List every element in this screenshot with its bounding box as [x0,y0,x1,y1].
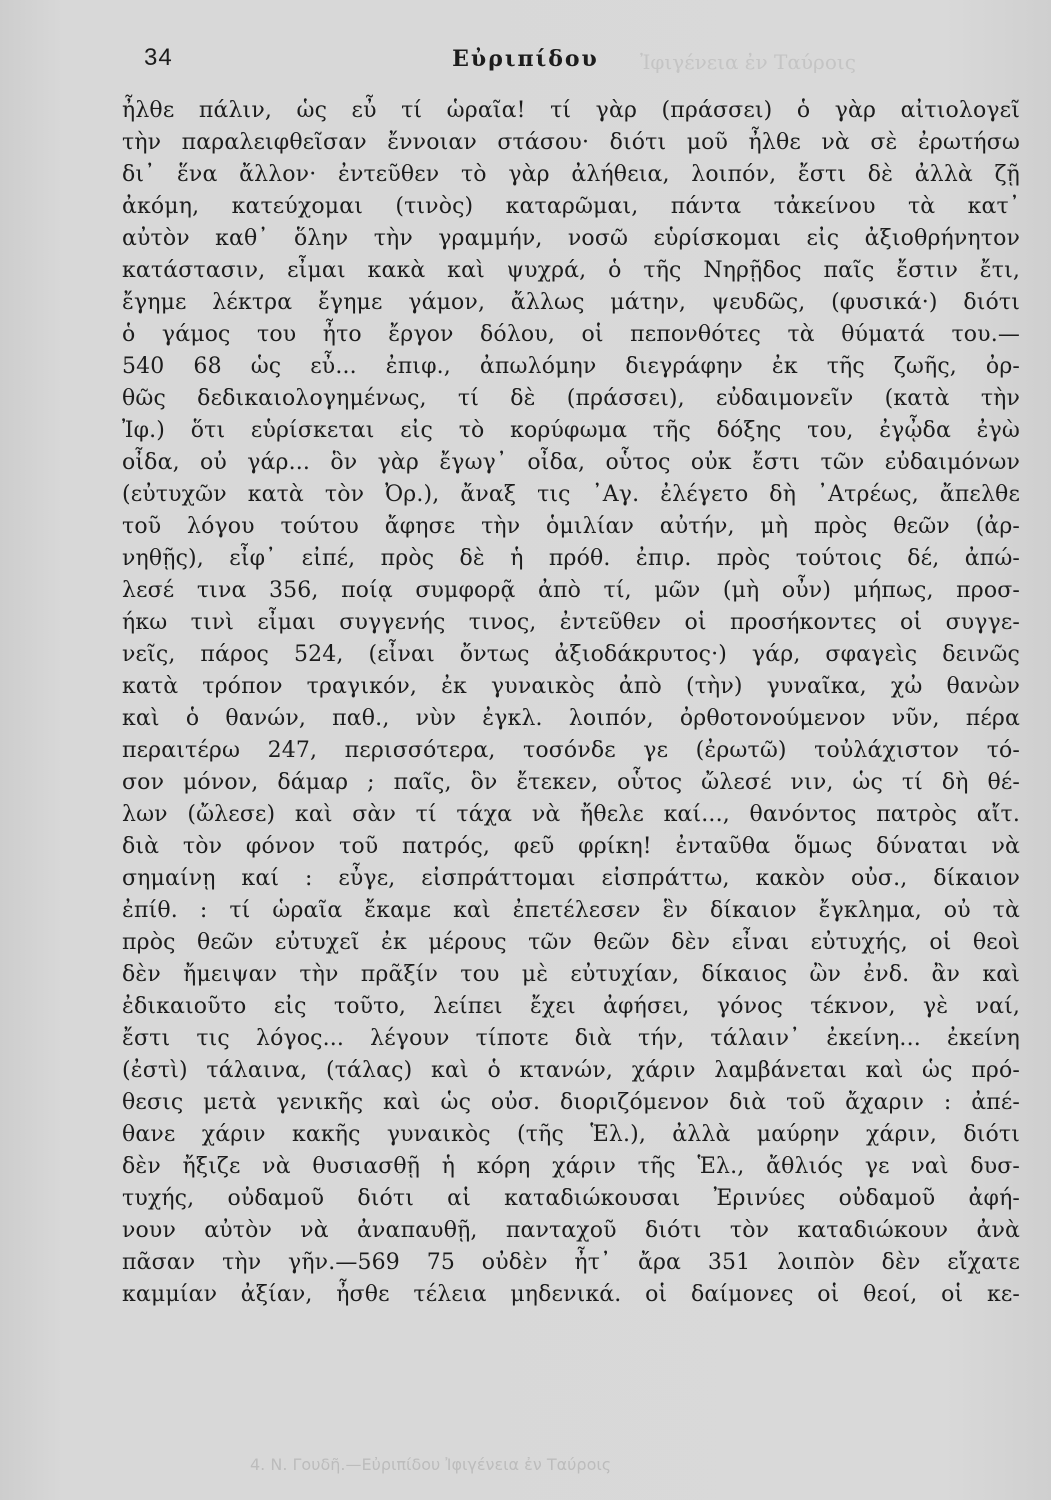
text-line: (εὐτυχῶν κατὰ τὸν Ὀρ.), ἄναξ τις ᾿Αγ. ἐλέγετο δὴ ᾿Ατρέως, ἄπελθε [122,482,1020,507]
text-line: νεῖς, πάρος 524, (εἶναι ὄντως ἀξιοδάκρυτος·) γάρ, σφαγεὶς δεινῶς [122,642,1020,667]
text-line: θεσις μετὰ γενικῆς καὶ ὡς οὐσ. διοριζόμενον διὰ τοῦ ἄχαριν : ἀπέ- [122,1090,1020,1115]
bleed-through-footer: 4. Ν. Γουδῆ.—Εὐριπίδου Ἰφιγένεια ἐν Ταύροις [250,1455,612,1474]
text-line: πρὸς θεῶν εὐτυχεῖ ἐκ μέρους τῶν θεῶν δὲν εἶναι εὐτυχής, οἱ θεοὶ [122,930,1020,955]
page-number: 34 [144,44,173,71]
text-line: δὲν ἤμειψαν τὴν πρᾶξίν του μὲ εὐτυχίαν, δίκαιος ὢν ἐνδ. ἂν καὶ [122,962,1020,987]
text-line: 540 68 ὡς εὖ... ἐπιφ., ἀπωλόμην διεγράφην ἐκ τῆς ζωῆς, ὀρ- [122,354,1020,379]
text-line: λεσέ τινα 356, ποίᾳ συμφορᾷ ἀπὸ τί, μῶν (μὴ οὖν) μήπως, προσ- [122,578,1020,603]
text-line: αὐτὸν καθ᾽ ὅλην τὴν γραμμήν, νοσῶ εὑρίσκομαι εἰς ἀξιοθρήνητον [122,226,1020,251]
text-line: καὶ ὁ θανών, παθ., νὺν ἐγκλ. λοιπόν, ὀρθοτονούμενον νῦν, πέρα [122,706,1020,731]
text-line: νηθῇς), εἶφ᾽ εἰπέ, πρὸς δὲ ἡ πρόθ. ἐπιρ. πρὸς τούτοις δέ, ἀπώ- [122,546,1020,571]
text-line: ήκω τινὶ εἶμαι συγγενής τινος, ἐντεῦθεν οἱ προσήκοντες οἱ συγγε- [122,610,1020,635]
text-line: ἔστι τις λόγος... λέγουν τίποτε διὰ τήν, τάλαιν᾽ ἐκείνη... ἐκείνη [122,1026,1020,1051]
text-line: τοῦ λόγου τούτου ἄφησε τὴν ὁμιλίαν αὐτήν, μὴ πρὸς θεῶν (ἀρ- [122,514,1020,539]
text-line: θῶς δεδικαιολογημένως, τί δὲ (πράσσει), εὐδαιμονεῖν (κατὰ τὴν [122,386,1020,411]
text-line: κατὰ τρόπον τραγικόν, ἐκ γυναικὸς ἀπὸ (τὴν) γυναῖκα, χὠ θανὼν [122,674,1020,699]
text-line: ἀκόμη, κατεύχομαι (τινὸς) καταρῶμαι, πάντα τἀκείνου τὰ κατ᾽ [122,194,1020,219]
text-line: ἐδικαιοῦτο εἰς τοῦτο, λείπει ἔχει ἀφήσει, γόνος τέκνον, γὲ ναί, [122,994,1020,1019]
text-line: ἐπίθ. : τί ὡραῖα ἔκαμε καὶ ἐπετέλεσεν ἓν δίκαιον ἔγκλημα, οὐ τὰ [122,898,1020,923]
text-line: θανε χάριν κακῆς γυναικὸς (τῆς Ἑλ.), ἀλλὰ μαύρην χάριν, διότι [122,1122,1020,1147]
text-line: ἦλθε πάλιν, ὡς εὖ τί ὡραῖα! τί γὰρ (πράσσει) ὁ γὰρ αἰτιολογεῖ [122,98,1020,123]
text-line: (ἐστὶ) τάλαινα, (τάλας) καὶ ὁ κτανών, χάριν λαμβάνεται καὶ ὡς πρό- [122,1058,1020,1083]
text-line: τὴν παραλειφθεῖσαν ἔννοιαν στάσου· διότι μοῦ ἦλθε νὰ σὲ ἐρωτήσω [122,130,1020,155]
text-line: λων (ὤλεσε) καὶ σὰν τί τάχα νὰ ἤθελε καί..., θανόντος πατρὸς αἴτ. [122,802,1020,827]
text-line: κατάστασιν, εἶμαι κακὰ καὶ ψυχρά, ὁ τῆς Νηρῇδος παῖς ἔστιν ἔτι, [122,258,1020,283]
text-line: οἶδα, οὐ γάρ... ὃν γὰρ ἔγωγ᾽ οἶδα, οὗτος οὐκ ἔστι τῶν εὐδαιμόνων [122,450,1020,475]
text-line: ἔγημε λέκτρα ἔγημε γάμον, ἄλλως μάτην, ψευδῶς, (φυσικά·) διότι [122,290,1020,315]
page-header [0,44,1051,78]
text-line: νουν αὐτὸν νὰ ἀναπαυθῇ, πανταχοῦ διότι τὸν καταδιώκουν ἀνὰ [122,1218,1020,1243]
text-line: περαιτέρω 247, περισσότερα, τοσόνδε γε (ἐρωτῶ) τοὐλάχιστον τό- [122,738,1020,763]
text-line: σον μόνον, δάμαρ ; παῖς, ὃν ἔτεκεν, οὗτος ὤλεσέ νιν, ὡς τί δὴ θέ- [122,770,1020,795]
text-line: δὲν ἤξιζε νὰ θυσιασθῇ ἡ κόρη χάριν τῆς Ἑλ., ἄθλιός γε ναὶ δυσ- [122,1154,1020,1179]
text-line: ὁ γάμος του ἦτο ἔργον δόλου, οἱ πεπονθότες τὰ θύματά του.— [122,322,1020,347]
text-line: καμμίαν ἀξίαν, ἦσθε τέλεια μηδενικά. οἱ δαίμονες οἱ θεοί, οἱ κε- [122,1282,1020,1307]
commentary-text [122,95,1020,1311]
text-line: πᾶσαν τὴν γῆν.—569 75 οὐδὲν ἦτ᾽ ἄρα 351 λοιπὸν δὲν εἴχατε [122,1250,1020,1275]
running-title: Εὐριπίδου [452,46,599,72]
text-line: σημαίνῃ καί : εὖγε, εἰσπράττομαι εἰσπράττω, κακὸν οὐσ., δίκαιον [122,866,1020,891]
text-line: Ἰφ.) ὅτι εὑρίσκεται εἰς τὸ κορύφωμα τῆς δόξης του, ἐγᾦδα ἐγὼ [122,418,1020,443]
text-line: τυχής, οὐδαμοῦ διότι αἱ καταδιώκουσαι Ἐρινύες οὐδαμοῦ ἀφή- [122,1186,1020,1211]
text-line: δι᾽ ἕνα ἄλλον· ἐντεῦθεν τὸ γὰρ ἀλήθεια, λοιπόν, ἔστι δὲ ἀλλὰ ζῇ [122,162,1020,187]
text-line: διὰ τὸν φόνον τοῦ πατρός, φεῦ φρίκη! ἐνταῦθα ὅμως δύναται νὰ [122,834,1020,859]
bleed-through-header: Ἰφιγένεια ἐν Ταύροις [640,50,856,74]
